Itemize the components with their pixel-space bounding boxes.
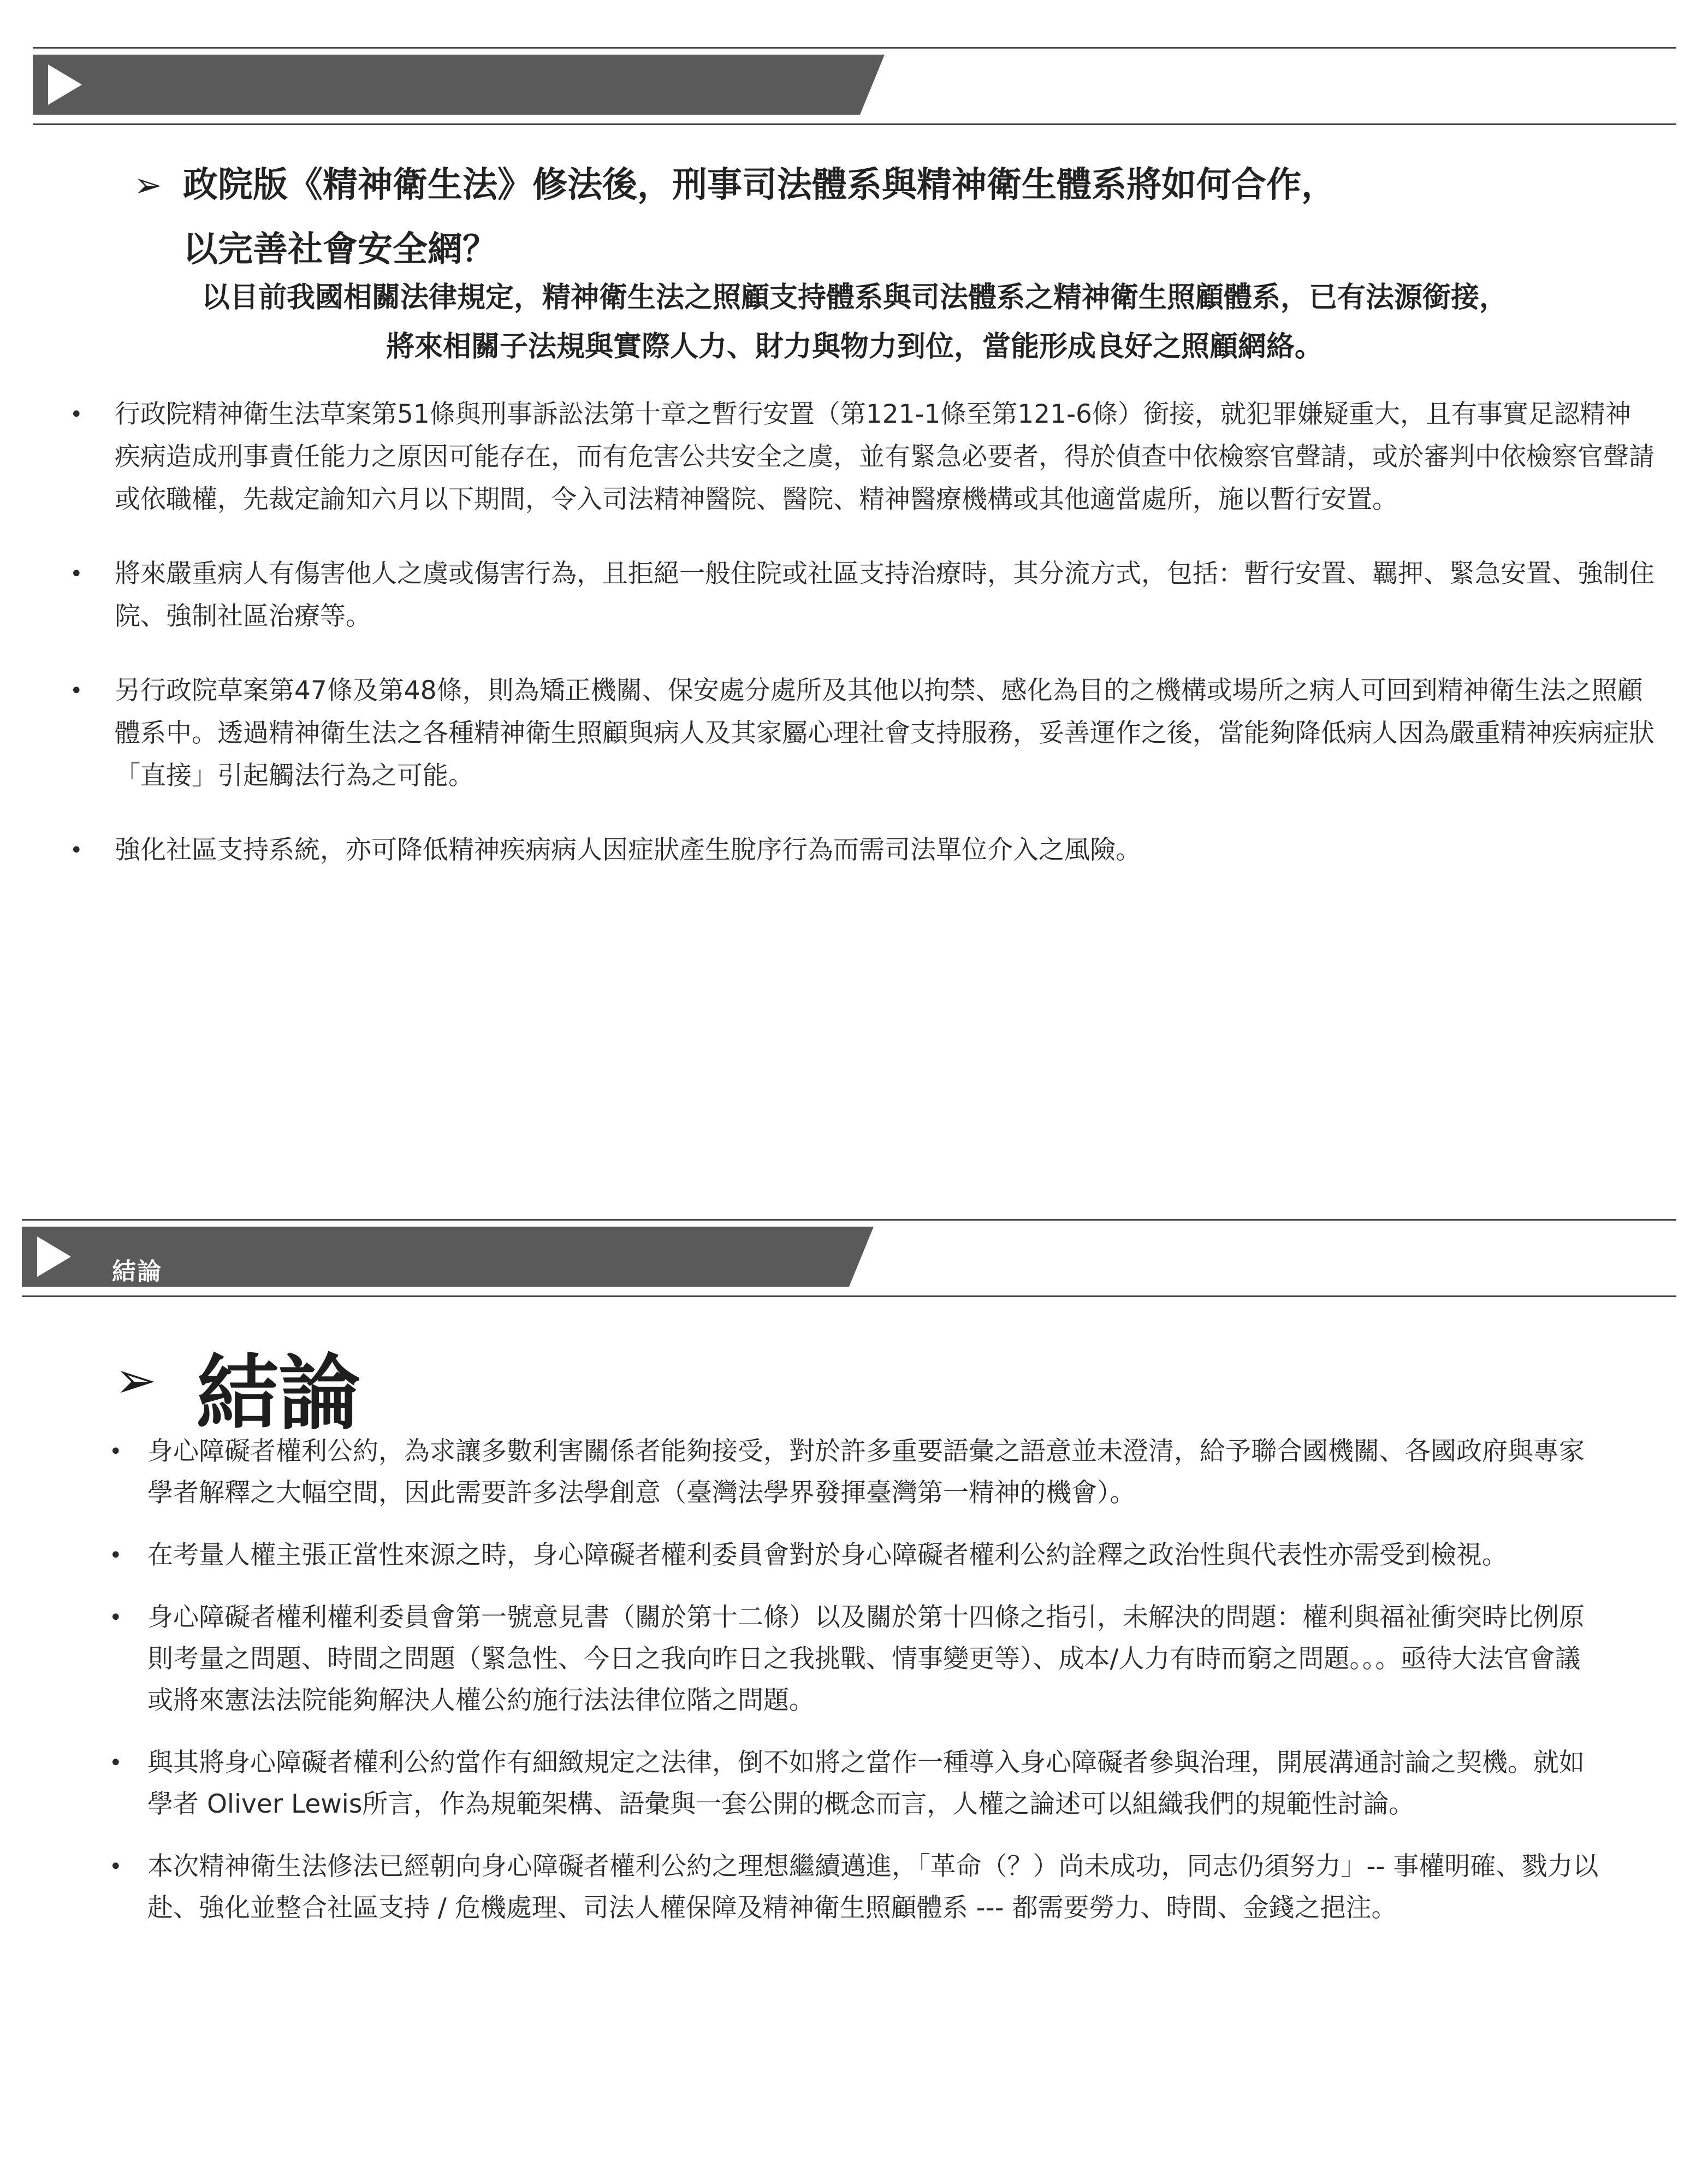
slide2-bottom-rule — [22, 1295, 1676, 1297]
bullet-dot-icon: • — [70, 838, 83, 863]
list-item — [60, 553, 1654, 638]
list-item-text: 身心障礙者權利權利委員會第一號意見書（關於第十二條）以及關於第十四條之指引，未解決的問題：權利與福祉衝突時比例原則考量之問題、時間之問題（緊急性、今日之我向昨日之我挑戰、情事變更等）、成本/人力有時而窮之問題。。。亟待大法官會議或將來憲法法院能夠解決人權公約施行法法律位階之問題。 — [147, 1602, 1585, 1715]
lead-line: 將來相關子法規與實際人力、財力與物力到位，當能形成良好之照顧網絡。 — [386, 330, 1323, 363]
bullet-dot-icon: • — [109, 1439, 122, 1464]
list-item — [104, 1597, 1600, 1721]
list-item — [104, 1742, 1600, 1825]
list-item — [104, 1431, 1600, 1514]
list-item — [60, 829, 1654, 872]
bullet-dot-icon: • — [109, 1543, 122, 1568]
list-item-text: 本次精神衛生法修法已經朝向身心障礙者權利公約之理想繼續邁進，「革命（？）尚未成功，同志仍須努力」-- 事權明確、戮力以赴、強化並整合社區支持 / 危機處理、司法人權保障及精神衛生照顧體系 --- 都需要勞力、時間、金錢之挹注。 — [147, 1851, 1599, 1923]
list-item — [60, 670, 1654, 797]
bullet-dot-icon: • — [70, 678, 83, 703]
list-item — [60, 393, 1654, 521]
bullet-dot-icon: • — [70, 561, 83, 587]
list-item-text: 在考量人權主張正當性來源之時，身心障礙者權利委員會對於身心障礙者權利公約詮釋之政治性與代表性亦需受到檢視。 — [147, 1540, 1508, 1570]
slide1-banner — [33, 55, 885, 115]
conclusion-title: 結論 — [197, 1346, 361, 1441]
slide2-bullet-list — [104, 1431, 1600, 1950]
list-item — [104, 1846, 1600, 1929]
list-item-text: 身心障礙者權利公約，為求讓多數利害關係者能夠接受，對於許多重要語彙之語意並未澄清，給予聯合國機關、各國政府與專家學者解釋之大幅空間，因此需要許多法學創意（臺灣法學界發揮臺灣第一精神的機會）。 — [147, 1436, 1585, 1508]
list-item-text: 另行政院草案第47條及第48條，則為矯正機關、保安處分處所及其他以拘禁、感化為目的之機構或場所之病人可回到精神衛生法之照顧體系中。透過精神衛生法之各種精神衛生照顧與病人及其家屬心理社會支持服務，妥善運作之後，當能夠降低病人因為嚴重精神疾病症狀「直接」引起觸法行為之可能。 — [115, 676, 1654, 791]
lead-line: 以目前我國相關法律規定，精神衛生法之照顧支持體系與司法體系之精神衛生照顧體系，已有法源銜接， — [201, 281, 1508, 314]
question-line: 政院版《精神衛生法》修法後，刑事司法體系與精神衛生體系將如何合作， — [183, 165, 1336, 205]
list-item-text: 強化社區支持系統，亦可降低精神疾病病人因症狀產生脫序行為而需司法單位介入之風險。 — [115, 835, 1141, 865]
slide1-question-heading — [134, 153, 1553, 282]
arrow-bullet-icon: ➢ — [134, 165, 162, 205]
slide1-lead-text — [55, 273, 1654, 371]
list-item-text: 行政院精神衛生法草案第51條與刑事訴訟法第十章之暫行安置（第121-1條至第121-6條）銜接，就犯罪嫌疑重大，且有事實足認精神疾病造成刑事責任能力之原因可能存在，而有危害公共安全之虞，並有緊急必要者，得於偵查中依檢察官聲請，或於審判中依檢察官聲請或依職權，先裁定諭知六月以下期間，令入司法精神醫院、醫院、精神醫療機構或其他適當處所，施以暫行安置。 — [115, 399, 1654, 514]
bullet-dot-icon: • — [109, 1750, 122, 1776]
slide1-bottom-rule — [33, 123, 1676, 125]
bullet-dot-icon: • — [109, 1854, 122, 1879]
slide1-top-rule — [33, 47, 1676, 49]
bullet-dot-icon: • — [109, 1605, 122, 1630]
bullet-dot-icon: • — [70, 402, 83, 427]
question-line: 以完善社會安全網？ — [183, 229, 497, 270]
slide2-banner — [22, 1227, 874, 1287]
slide2-banner-title: 結論 — [112, 1258, 162, 1286]
slide1-bullet-list — [60, 393, 1654, 903]
list-item — [104, 1535, 1600, 1576]
slide2-top-rule — [22, 1219, 1676, 1221]
list-item-text: 與其將身心障礙者權利公約當作有細緻規定之法律，倒不如將之當作一種導入身心障礙者參與治理，開展溝通討論之契機。就如學者 Oliver Lewis所言，作為規範架構、語彙與一套公開的概念而言，人權之論述可以組織我們的規範性討論。 — [147, 1748, 1585, 1819]
slide1-banner-shape — [33, 55, 885, 115]
arrow-bullet-icon: ➢ — [115, 1351, 157, 1410]
list-item-text: 將來嚴重病人有傷害他人之虞或傷害行為，且拒絕一般住院或社區支持治療時，其分流方式，包括：暫行安置、羈押、緊急安置、強制住院、強制社區治療等。 — [115, 559, 1654, 631]
